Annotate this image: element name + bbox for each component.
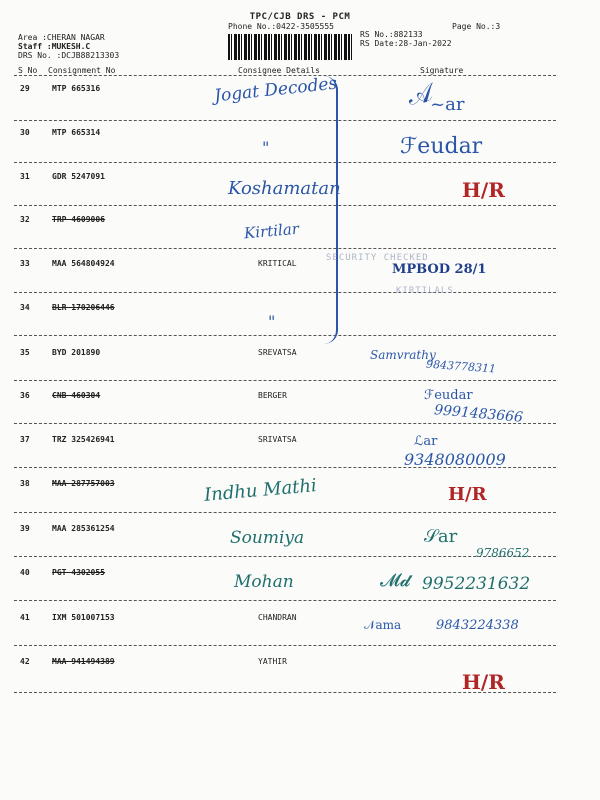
signature-mark: 𝒮ar — [424, 526, 458, 547]
hr-mark: H/R — [462, 670, 505, 694]
header-divider — [14, 75, 556, 76]
row-details: CHANDRAN — [258, 613, 297, 622]
row-consignment: IXM 501007153 — [52, 613, 115, 622]
handwritten-phone: 9348080009 — [404, 450, 506, 469]
row-divider — [14, 205, 556, 206]
row-sno: 40 — [20, 568, 30, 577]
received-stamp: MPBOD 28/1 — [392, 262, 487, 277]
signature-mark: 𝓜𝓭 — [380, 570, 411, 591]
row-sno: 34 — [20, 303, 30, 312]
table-row — [0, 211, 600, 251]
hr-mark: H/R — [448, 484, 487, 505]
row-consignment: PGT 4302055 — [52, 568, 105, 577]
row-sno: 33 — [20, 259, 30, 268]
row-divider — [14, 162, 556, 163]
page-number: Page No.:3 — [452, 22, 501, 31]
row-divider — [14, 645, 556, 646]
row-consignment: MAA 287757003 — [52, 479, 115, 488]
hr-mark: H/R — [462, 178, 505, 202]
row-divider — [14, 512, 556, 513]
handwritten-phone: 9991483666 — [433, 402, 524, 426]
staff-field: Staff :MUKESH.C — [18, 42, 91, 51]
row-divider — [14, 423, 556, 424]
table-row — [0, 124, 600, 164]
rs-number: RS No.:882133 — [360, 30, 423, 39]
col-sno-header: S No — [18, 66, 38, 75]
row-divider — [14, 248, 556, 249]
col-consignment-header: Consignment No — [48, 66, 116, 75]
row-sno: 30 — [20, 128, 30, 137]
row-consignment: CNB 460304 — [52, 391, 101, 400]
handwritten-phone: 9843224338 — [436, 618, 519, 633]
row-divider — [14, 335, 556, 336]
row-sno: 32 — [20, 215, 30, 224]
row-consignment: MTP 665316 — [52, 84, 101, 93]
row-details: YATHIR — [258, 657, 287, 666]
table-row — [0, 431, 600, 471]
row-sno: 39 — [20, 524, 30, 533]
row-sno: 36 — [20, 391, 30, 400]
row-sno: 41 — [20, 613, 30, 622]
handwritten-name: Koshamatan — [228, 178, 341, 199]
row-consignment: GDR 5247091 — [52, 172, 105, 181]
handwritten-ditto: " — [268, 312, 276, 331]
row-sno: 31 — [20, 172, 30, 181]
row-consignment: MAA 285361254 — [52, 524, 115, 533]
security-stamp-name: KIRTILALS — [396, 286, 454, 296]
row-consignment: BLR 170206446 — [52, 303, 115, 312]
phone-number: Phone No.:0422-3505555 — [228, 22, 334, 31]
handwritten-phone: 9952231632 — [422, 574, 531, 594]
table-row — [0, 344, 600, 384]
signature-mark: ℱeudar — [400, 134, 483, 159]
handwritten-name: Jogat Decodes — [213, 73, 339, 107]
ditto-bracket-mark — [316, 76, 338, 344]
signature-mark: ~ar — [430, 94, 465, 115]
row-divider — [14, 380, 556, 381]
row-details: KRITICAL — [258, 259, 297, 268]
handwritten-name: Kirtilar — [243, 219, 300, 243]
handwritten-ditto: " — [262, 138, 270, 157]
table-row — [0, 653, 600, 693]
row-sno: 42 — [20, 657, 30, 666]
signature-mark: ℱeudar — [424, 388, 473, 403]
rs-date: RS Date:28-Jan-2022 — [360, 39, 452, 48]
signature-mark: 𝒜 — [405, 78, 435, 112]
handwritten-signature: Samvrathy — [370, 348, 436, 362]
signature-mark: 𝒩ama — [364, 618, 402, 632]
row-details: BERGER — [258, 391, 287, 400]
row-consignment: MAA 941494389 — [52, 657, 115, 666]
row-consignment: TRP 4609006 — [52, 215, 105, 224]
area-field: Area :CHERAN NAGAR — [18, 33, 105, 42]
row-sno: 29 — [20, 84, 30, 93]
row-divider — [14, 292, 556, 293]
handwritten-phone: 9786652 — [476, 546, 530, 560]
signature-mark: ℒar — [414, 434, 438, 449]
row-divider — [14, 600, 556, 601]
row-details: SRIVATSA — [258, 435, 297, 444]
handwritten-name: Mohan — [234, 572, 294, 592]
row-consignment: MTP 665314 — [52, 128, 101, 137]
col-signature-header: Signature — [420, 66, 464, 75]
row-consignment: MAA 564804924 — [52, 259, 115, 268]
handwritten-name: Indhu Mathi — [203, 475, 318, 506]
col-details-header: Consignee Details — [238, 66, 320, 75]
row-divider — [14, 120, 556, 121]
drs-number: DRS No. :DCJB88213303 — [18, 51, 120, 60]
row-divider — [14, 556, 556, 557]
barcode — [228, 34, 352, 60]
row-consignment: BYD 201890 — [52, 348, 101, 357]
row-sno: 35 — [20, 348, 30, 357]
row-consignment: TRZ 325426941 — [52, 435, 115, 444]
row-details: SREVATSA — [258, 348, 297, 357]
table-row — [0, 299, 600, 339]
handwritten-phone: 9843778311 — [425, 357, 497, 376]
handwritten-name: Soumiya — [230, 528, 305, 548]
row-sno: 38 — [20, 479, 30, 488]
sheet-title: TPC/CJB DRS - PCM — [249, 12, 351, 22]
table-row — [0, 255, 600, 295]
row-sno: 37 — [20, 435, 30, 444]
security-stamp: SECURITY CHECKED — [326, 253, 429, 263]
